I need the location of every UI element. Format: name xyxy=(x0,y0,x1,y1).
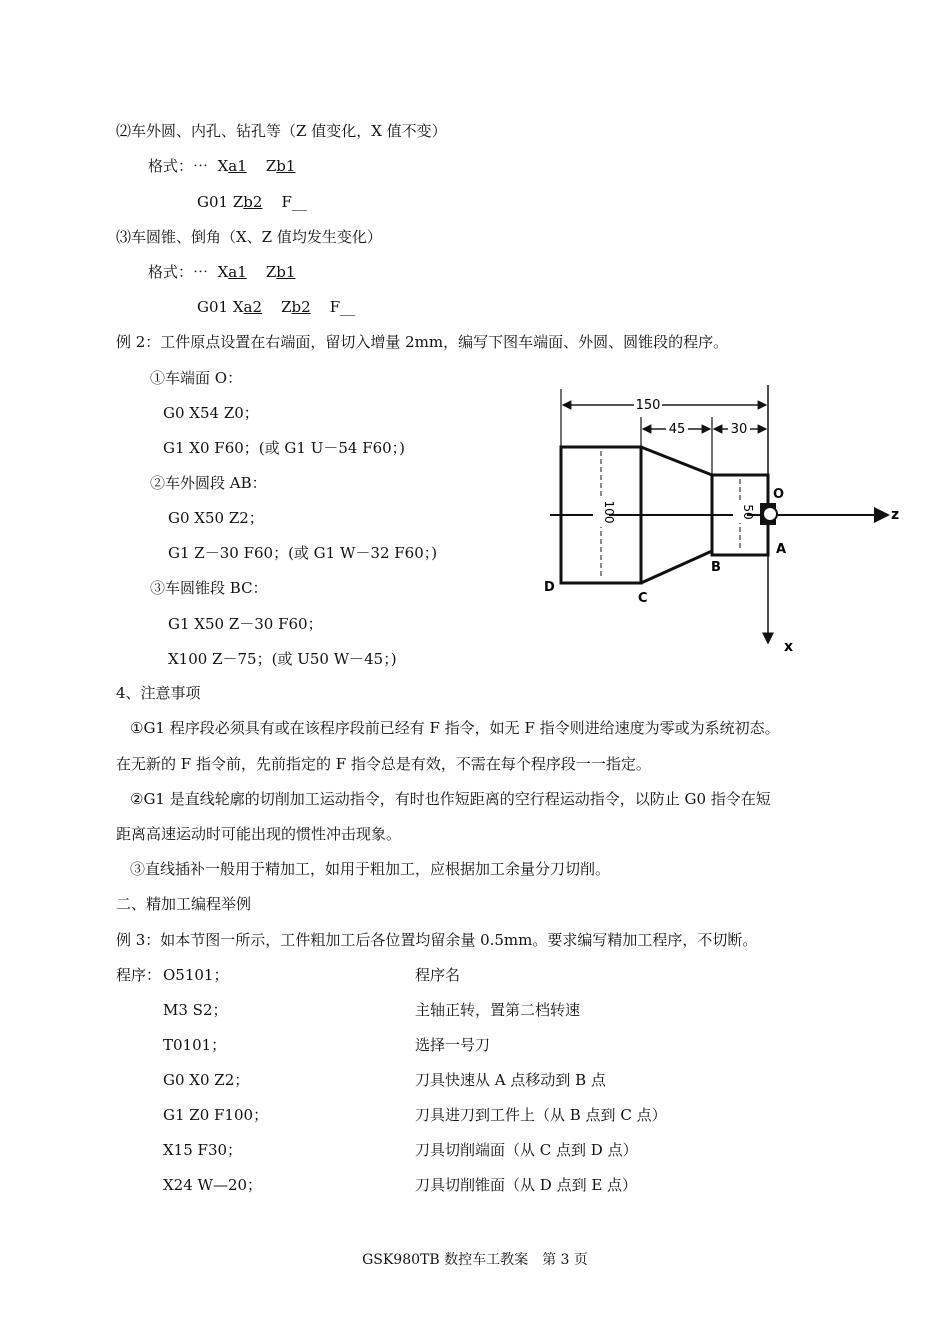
program-code: M3 S2； xyxy=(163,1001,228,1019)
code-token: G01 X xyxy=(197,298,244,316)
dim-total-label: 150 xyxy=(635,398,661,413)
program-comment: 刀具进刀到工件上（从 B 点到 C 点） xyxy=(415,1106,667,1124)
code-token: X xyxy=(217,157,229,175)
dim-taper-label: 45 xyxy=(668,422,686,437)
program-code: X24 W—20； xyxy=(163,1176,263,1194)
example2-step-heading: ③车圆锥段 BC： xyxy=(150,579,268,597)
example2-title: 例 2：工件原点设置在右端面，留切入增量 2mm，编写下图车端面、外圆、圆锥段的程序。 xyxy=(116,333,729,351)
program-code: G1 Z0 F100； xyxy=(163,1106,269,1124)
program-comment: 选择一号刀 xyxy=(415,1036,491,1054)
program-comment: 刀具快速从 A 点移动到 B 点 xyxy=(415,1071,606,1089)
code-token: X xyxy=(217,263,229,281)
example2-code-line: G1 Z－30 F60；(或 G1 W－32 F60；) xyxy=(168,544,438,562)
example2-step-heading: ①车端面 O： xyxy=(150,369,243,387)
point-label-d: D xyxy=(544,580,555,595)
note-paragraph: 在无新的 F 指令前，先前指定的 F 指令总是有效，不需在每个程序段一一指定。 xyxy=(116,755,651,773)
note-paragraph: ①G1 程序段必须具有或在该程序段前已经有 F 指令，如无 F 指令则进给速度为零或为系统初态。 xyxy=(130,719,780,737)
example2-code-line: G1 X0 F60；(或 G1 U－54 F60；) xyxy=(163,439,406,457)
format1-line2 xyxy=(197,192,307,212)
example2-step-heading: ②车外圆段 AB： xyxy=(150,474,267,492)
program-comment: 刀具切削锥面（从 D 点到 E 点） xyxy=(415,1176,638,1194)
point-label-a: A xyxy=(776,542,787,557)
program-comment: 刀具切削端面（从 C 点到 D 点） xyxy=(415,1141,638,1159)
section-heading: 二、精加工编程举例 xyxy=(116,895,252,913)
program-comment: 程序名 xyxy=(415,966,461,984)
example3-title: 例 3：如本节图一所示，工件粗加工后各位置均留余量 0.5mm。要求编写精加工程序，不切断。 xyxy=(116,931,758,949)
code-token: G01 Z xyxy=(197,193,244,211)
page-footer: GSK980TB 数控车工教案 第 3 页 xyxy=(362,1252,588,1268)
program-code: X15 F30； xyxy=(163,1141,243,1159)
point-label-c: C xyxy=(638,591,648,606)
note-paragraph: 距离高速运动时可能出现的惯性冲击现象。 xyxy=(116,825,402,843)
example2-code-line: G1 X50 Z－30 F60； xyxy=(168,615,323,633)
notes-heading: 4、注意事项 xyxy=(116,684,201,702)
point-label-o: O xyxy=(773,487,785,502)
format2-line2 xyxy=(197,297,355,317)
point-label-b: B xyxy=(711,560,721,575)
program-code: O5101； xyxy=(163,966,229,984)
code-token: a2 xyxy=(243,298,263,316)
format1-line1 xyxy=(148,156,295,176)
code-token: Z xyxy=(265,157,277,175)
code-token: b1 xyxy=(276,157,296,175)
program-code: G0 X0 Z2； xyxy=(163,1071,250,1089)
code-token: b2 xyxy=(291,298,311,316)
code-token: F__ xyxy=(281,193,307,211)
dia-small-label: 50 xyxy=(741,504,755,520)
workpiece-diagram xyxy=(540,385,920,660)
code-token: a1 xyxy=(228,263,247,281)
code-token: a1 xyxy=(228,157,247,175)
code-token: Z xyxy=(265,263,277,281)
format2-line1 xyxy=(148,262,295,282)
format-label: 格式：⋯ xyxy=(148,157,209,175)
program-comment: 主轴正转，置第二档转速 xyxy=(415,1001,581,1019)
example2-code-line: G0 X50 Z2； xyxy=(168,509,264,527)
note-paragraph: ③直线插补一般用于精加工，如用于粗加工，应根据加工余量分刀切削。 xyxy=(130,860,611,878)
axis-label-z: z xyxy=(891,507,900,523)
format1-heading: ⑵车外圆、内孔、钻孔等（Z 值变化，X 值不变） xyxy=(116,122,447,140)
code-token: Z xyxy=(281,298,292,316)
dia-large-label: 100 xyxy=(602,500,616,524)
note-paragraph: ②G1 是直线轮廓的切削加工运动指令，有时也作短距离的空行程运动指令，以防止 G0 指令在短 xyxy=(130,790,771,808)
code-token: b1 xyxy=(276,263,296,281)
code-token: b2 xyxy=(243,193,263,211)
example2-code-line: G0 X54 Z0； xyxy=(163,404,259,422)
format-label: 格式：⋯ xyxy=(148,263,209,281)
dim-right-label: 30 xyxy=(730,422,748,437)
format2-heading: ⑶车圆锥、倒角（X、Z 值均发生变化） xyxy=(116,228,382,246)
axis-label-x: x xyxy=(784,639,794,655)
code-token: F__ xyxy=(329,298,356,316)
program-code: T0101； xyxy=(163,1036,227,1054)
program-label: 程序： xyxy=(116,966,162,984)
example2-code-line: X100 Z－75；(或 U50 W－45；) xyxy=(168,650,397,668)
